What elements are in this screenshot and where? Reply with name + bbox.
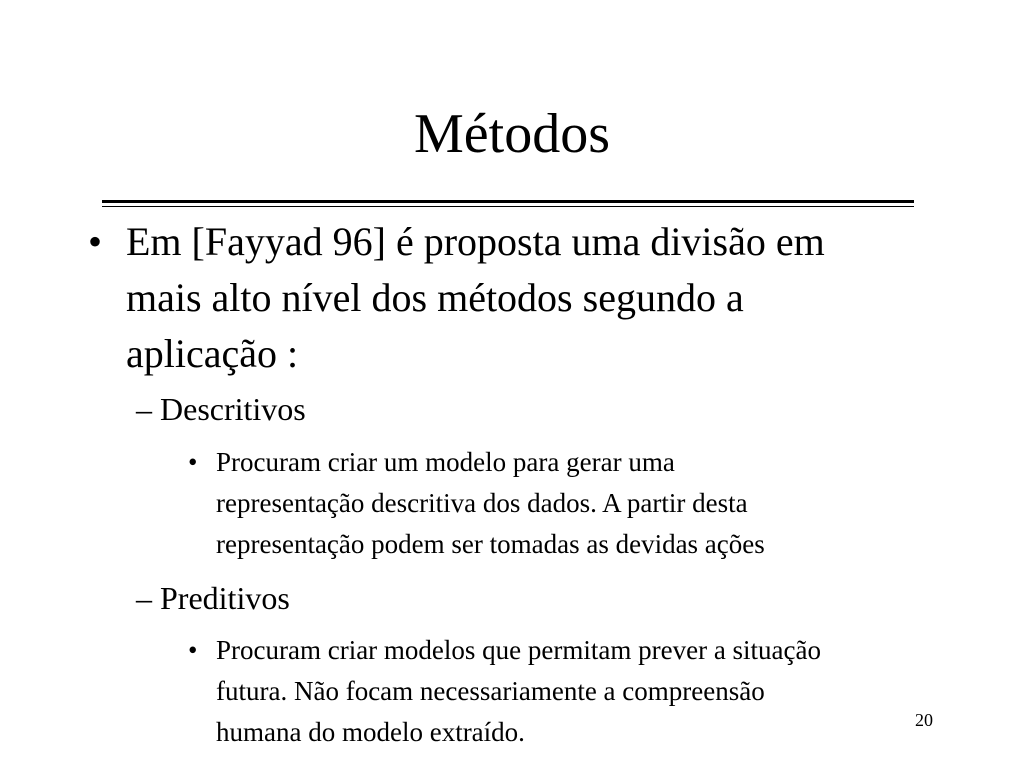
descritivos-item [188,442,988,565]
preditivos-item-line: Procuram criar modelos que permitam prever a situação [216,635,822,665]
section-label-preditivos: – Preditivos [136,580,290,616]
section-label-descritivos: – Descritivos [136,391,306,427]
descritivos-item-line: Procuram criar um modelo para gerar uma [216,447,675,477]
main-bullet-marker: • [88,219,103,264]
main-bullet [88,214,948,382]
preditivos-item-marker: • [188,635,198,665]
descritivos-item-marker: • [188,447,198,477]
title-underline-thin [102,206,914,207]
descritivos-item-line: representação descritiva dos dados. A partir desta [216,488,748,518]
main-bullet-line: mais alto nível dos métodos segundo a [126,275,744,320]
descritivos-item-line: representação podem ser tomadas as devidas ações [216,529,765,559]
preditivos-item-line: humana do modelo extraído. [216,717,525,747]
title-underline-thick [102,200,914,203]
preditivos-item-line: futura. Não focam necessariamente a compreensão [216,676,765,706]
slide-title: Métodos [414,103,610,165]
main-bullet-line: aplicação : [126,331,299,376]
page-number: 20 [915,710,933,730]
main-bullet-line: Em [Fayyad 96] é proposta uma divisão em [126,219,825,264]
preditivos-item [188,630,988,753]
